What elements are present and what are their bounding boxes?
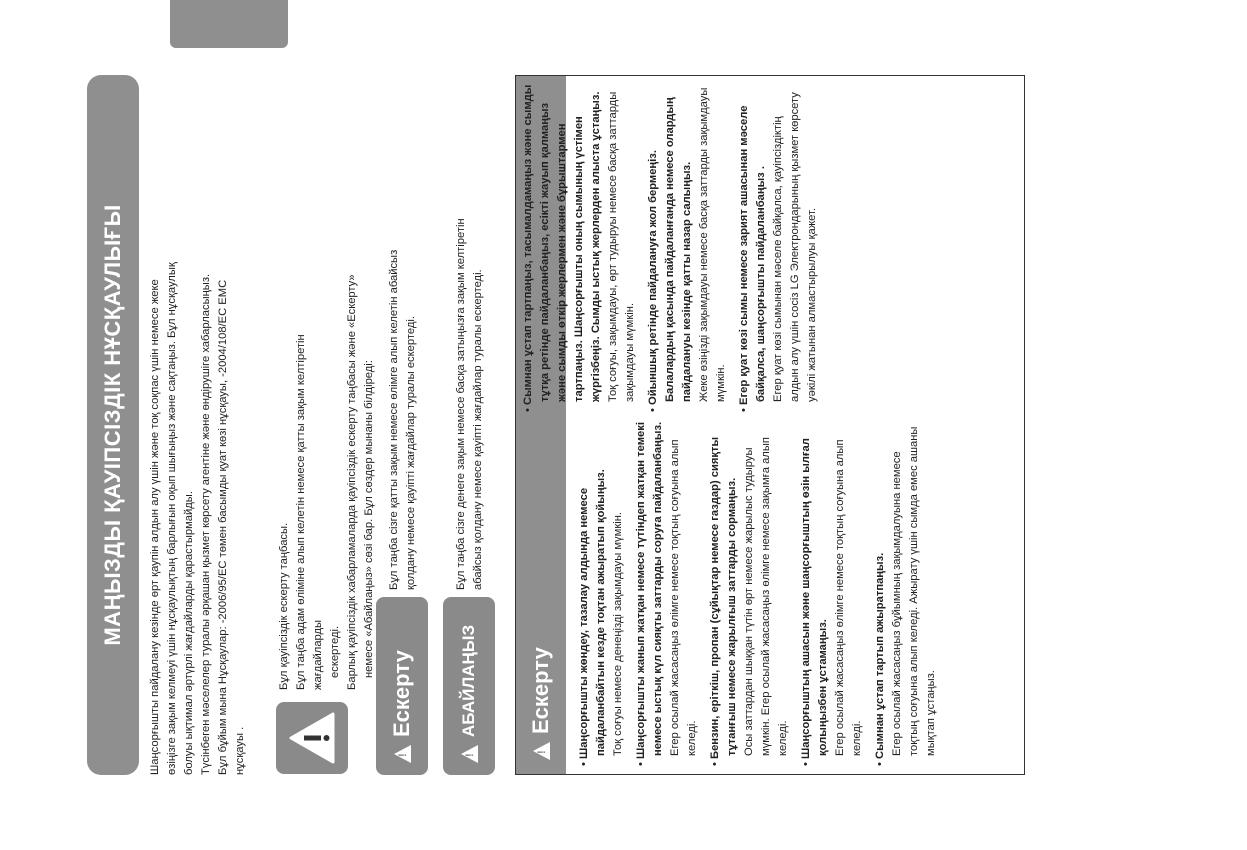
page-tab (170, 0, 288, 48)
list-item: • Шаңсорғышты жанып жатқан немесе түтіндеп жатқан темекі немесе ыстық күл сияқты заттарды соруға пайдаланбаңыз. Егер осылай жасасаңыз өлімге немесе тоқтың соғуына алып келеді. (633, 421, 701, 766)
definition-line: Бұл таңба сізге денеге зақым немесе басқа затыңызға зақым келтіретін (455, 218, 467, 590)
definition-line: ескертеді. (329, 625, 341, 678)
item-heading: Ойыншық ретінде пайдалануға жол бермеңіз. Балалардың қасында пайдаланғанда немесе олардың пайдалануы кезінде қатты назар салыңыз. (647, 97, 693, 405)
list-item: • Шаңсорғышты жөндеу, тазалау алдында немесе пайдаланбайтын кезде тоқтан ажыратып қойыңыз. Тоқ соғуы немесе денеңізді зақымдауы мүмкін. (576, 421, 627, 766)
item-heading: Сымнан ұстап тартпаңыз, тасымалдамаңыз және сымды тұтқа ретінде пайдаланбаңыз, есікті жауып қалмаңыз және сымды өткір жерлермен және бұрыштармен тартпаңыз. Шаңсорғышты оның сымының үстімен жүргізбеңіз. Сымды ыстық жерлерден алыста ұстаңыз. (522, 84, 602, 405)
item-heading: Шаңсорғышты жанып жатқан немесе түтіндеп жатқан темекі немесе ыстық күл сияқты заттарды соруға пайдаланбаңыз. (635, 421, 664, 759)
definition-line: Бұл қауіпсіздік ескерту таңбасы. (278, 522, 290, 690)
panel-header-label: Ескерту (528, 647, 553, 734)
warning-definition (386, 120, 420, 590)
list-item: • Ойыншық ретінде пайдалануға жол бермеңіз. Балалардың қасында пайдаланғанда немесе олардың пайдалануы кезінде қатты назар салыңыз. Жеке өзіңізді зақымдауы немесе басқа заттарды зақымдауы мүмкін. (645, 82, 730, 412)
definition-line: Бұл таңба адам өліміне алып келетін немесе қатты зақым келтіретін жағдайларды (295, 334, 324, 690)
page-title: МАҢЫЗДЫ ҚАУІПСІЗДІК НҰСҚАУЛЫҒЫ (100, 204, 125, 646)
item-body: Тоқ соғуы, зақымдауы, өрт тудыруы немесе басқа заттарды зақымдауы мүмкін. (607, 91, 636, 402)
list-item: • Егер қуат көзі сымы немесе зарият ашасынан мәселе байқалса, шаңсорғышты пайдаланбаңыз . Егер қуат көзі сымынан мәселе байқалса, қауіпсіздіктің алдын алу үшін сосіз LG Электрондарының қызмет көрсету уәкілі жатынан алмастырылуы қажет. (736, 82, 821, 412)
warning-panel (515, 75, 1025, 775)
intro-line: нұсқауы . (234, 726, 246, 775)
list-item: • Шаңсорғыштың ашасын және шаңсорғыштың өзін ылғал қолыңызбен ұстамаңыз. Егер осылай жасасаңыз өлімге немесе тоқтың соғуына алып келеді. (798, 421, 866, 766)
intro-text (147, 75, 249, 775)
item-heading: Сымнан ұстап тартып ажыратпаңыз. (874, 552, 886, 759)
caution-definition (453, 70, 487, 590)
definition-line: абайсыз қолдану немесе қауіпті жағдайлар туралы ескертеді. (472, 269, 484, 590)
item-heading: Шаңсорғышты жөндеу, тазалау алдында немесе пайдаланбайтын кезде тоқтан ажыратып қойыңыз. (578, 469, 607, 759)
list-item: • Сымнан ұстап тартып ажыратпаңыз. Егер осылай жасасаңыз бұйымның зақымдалуына немесе тоқтың соғуына алып келеді. Ажырату үшін сымда емес ашаны мықтап ұстаңыз. (872, 421, 940, 766)
definition-line: немесе «Абайлаңыз» сөзі бар. Бұл сөздер мынаны білдіреді: (363, 360, 375, 678)
caution-icon (461, 745, 478, 763)
warning-label: Ескерту (389, 650, 414, 737)
warning-icon (533, 742, 550, 760)
list-item: • Бензин, еріткіш, пропан (сұйықтар немесе газдар) сияқты тұтанғыш немесе жарылғыш заттарды сормаңыз. Осы заттардан шыққан түтін өрт немесе жарылыс тудыруы мүмкін. Егер осылай жасасаңыз өлімге немесе зақымға алып келеді. (707, 421, 792, 766)
item-heading: Шаңсорғыштың ашасын және шаңсорғыштың өзін ылғал қолыңызбен ұстамаңыз. (800, 438, 829, 759)
item-heading: Егер қуат көзі сымы немесе зарият ашасынан мәселе байқалса, шаңсорғышты пайдаланбаңыз . (738, 105, 767, 405)
item-body: Осы заттардан шыққан түтін өрт немесе жарылыс тудыруы мүмкін. Егер осылай жасасаңыз өлімге немесе зақымға алып келеді. (743, 437, 789, 756)
item-body: Егер қуат көзі сымынан мәселе байқалса, қауіпсіздіктің алдын алу үшін сосіз LG Электрондарының қызмет көрсету уәкілі жатынан алмастырылуы қажет. (772, 92, 818, 402)
definition-line: Барлық қауіпсіздік хабарламаларда қауіпсіздік ескерту таңбасы және «Ескерту» (346, 274, 358, 690)
item-body: Егер осылай жасасаңыз өлімге немесе тоқтың соғуына алып келеді. (834, 439, 863, 756)
panel-column-right (520, 82, 827, 412)
definition-line: қолдану немесе қауіпті жағдайлар туралы ескертеді. (405, 316, 417, 590)
warning-icon (394, 745, 411, 763)
warning-label-box (376, 597, 428, 775)
panel-column-left (576, 421, 946, 766)
list-item: • Сымнан ұстап тартпаңыз, тасымалдамаңыз және сымды тұтқа ретінде пайдаланбаңыз, есікті жауып қалмаңыз және сымды өткір жерлермен және бұрыштармен тартпаңыз. Шаңсорғышты оның сымының үстімен жүргізбеңіз. Сымды ыстық жерлерден алыста ұстаңыз. Тоқ соғуы, зақымдауы, өрт тудыруы немесе басқа заттарды зақымдауы мүмкін. (520, 82, 639, 412)
caution-label: АБАЙЛАҢЫЗ (459, 624, 478, 737)
intro-line: Бұл бұйым мына Нұсқаулар: -2006/95/EC төмен басымды қуат көзі нұсқауы, -2004/108/EC EMC (217, 279, 229, 775)
caution-label-box (443, 597, 495, 775)
title-bar (87, 75, 139, 775)
symbol-definition (276, 270, 378, 690)
item-body: Егер осылай жасасаңыз бұйымның зақымдалуына немесе тоқтың соғуына алып келеді. Ажырату үшін сымда емес ашаны мықтап ұстаңыз. (891, 426, 937, 756)
safety-alert-icon (276, 702, 348, 774)
item-body: Жеке өзіңізді зақымдауы немесе басқа заттарды зақымдауы мүмкін. (698, 87, 727, 402)
intro-line: өзіңізге зақым келмеуі үшін нұсқаулықтың барлығын оқып шығыңыз және сақтаңыз. Бұл нұсқаулық (166, 262, 178, 775)
definition-line: Бұл таңба сізге қатты зақым немесе өлімге алып келетін абайсыз (388, 249, 400, 590)
item-body: Тоқ соғуы немесе денеңізді зақымдауы мүмкін. (612, 512, 624, 756)
item-heading: Бензин, еріткіш, пропан (сұйықтар немесе газдар) сияқты тұтанғыш немесе жарылғыш заттарды сормаңыз. (709, 436, 738, 759)
intro-line: Шаңсорғышты пайдалану кезінде өрт қаупін алдын алу үшін және тоқ соқпас үшін немесе жеке (149, 279, 161, 775)
intro-line: болуы ықтимал әртүрлі жағдайларды қарастырмайды. (183, 491, 195, 775)
intro-line: Түсінбеген мәселелер туралы әрқашан қызмет көрсету агентіне және өндірушіге хабарласыңыз. (200, 273, 212, 775)
item-body: Егер осылай жасасаңыз өлімге немесе тоқтың соғуына алып келеді. (669, 439, 698, 756)
